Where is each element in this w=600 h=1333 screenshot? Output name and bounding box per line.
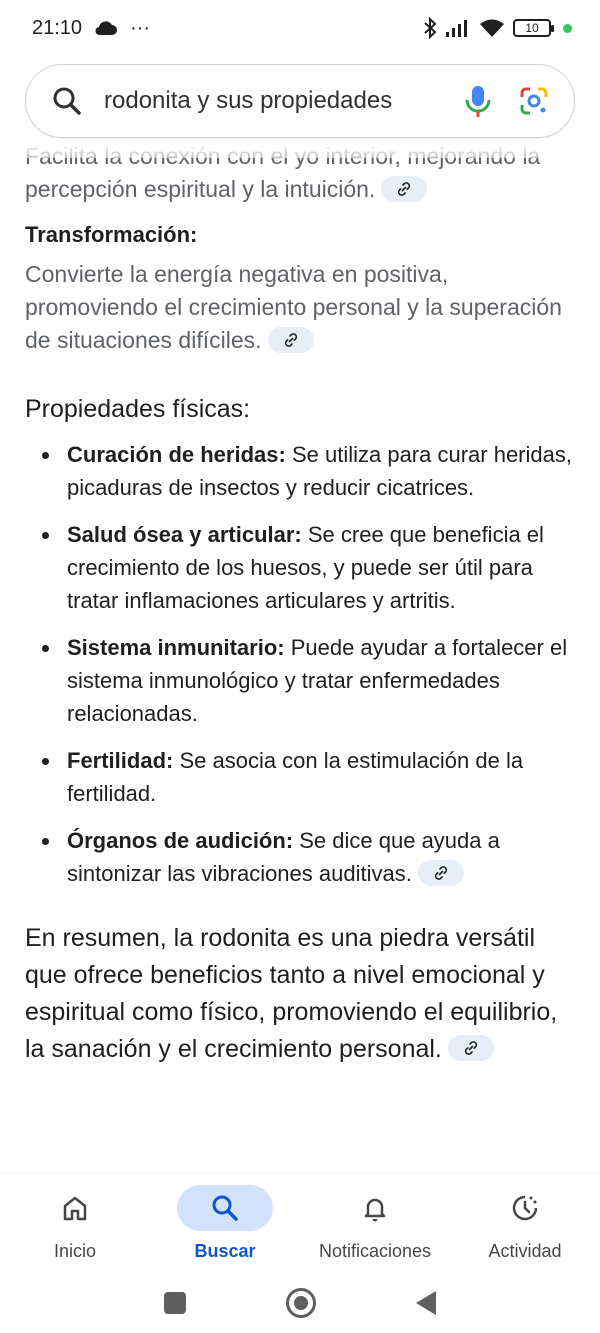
microphone-icon[interactable]	[464, 84, 492, 118]
status-bar	[0, 0, 600, 56]
nav-label: Buscar	[194, 1241, 256, 1261]
link-icon	[283, 332, 299, 348]
link-icon	[396, 181, 412, 197]
list-item-term: Salud ósea y articular:	[67, 522, 302, 547]
nav-icon-container	[27, 1185, 123, 1231]
list-item-desc: Se cree que beneficia el crecimiento de los huesos, y puede ser útil para tratar inflamaciones articulares y artritis.	[67, 522, 544, 613]
link-icon	[463, 1040, 479, 1056]
search-query-text[interactable]: rodonita y sus propiedades	[104, 87, 393, 114]
bell-icon	[360, 1193, 390, 1223]
list-item-desc: Puede ayudar a fortalecer el sistema inmunológico y tratar enfermedades relacionadas.	[67, 635, 568, 726]
list-item-term: Fertilidad:	[67, 748, 174, 773]
transformation-text: Convierte la energía negativa en positiva, promoviendo el crecimiento personal y la superación de situaciones difíciles.	[25, 261, 562, 353]
home-icon	[60, 1193, 90, 1223]
list-item-desc: Se dice que ayuda a sintonizar las vibraciones auditivas.	[67, 828, 500, 886]
source-link-chip[interactable]	[381, 176, 427, 202]
nav-item-inicio[interactable]	[0, 1173, 150, 1272]
nav-label: Inicio	[53, 1241, 97, 1261]
google-lens-icon[interactable]	[518, 85, 550, 117]
physical-properties-list	[25, 438, 580, 890]
source-link-chip[interactable]	[448, 1035, 494, 1061]
more-notifications-icon: ···	[130, 16, 151, 39]
search-bar[interactable]	[25, 64, 575, 138]
signal-icon	[445, 18, 471, 38]
list-item-term: Órganos de audición:	[67, 828, 294, 853]
list-item	[67, 631, 580, 730]
list-item	[67, 518, 580, 617]
nav-item-buscar[interactable]	[150, 1173, 300, 1272]
list-item	[67, 438, 580, 504]
summary-text: En resumen, la rodonita es una piedra versátil que ofrece beneficios tanto a nivel emocional y espiritual como físico, promoviendo el equilibrio, la sanación y el crecimiento personal.	[25, 924, 558, 1063]
bottom-navigation	[0, 1172, 600, 1272]
source-link-chip[interactable]	[418, 860, 464, 886]
search-icon	[52, 86, 82, 116]
system-navigation-bar	[0, 1272, 600, 1333]
cloud-icon	[94, 20, 118, 36]
list-item-term: Curación de heridas:	[67, 442, 286, 467]
search-icon	[210, 1193, 240, 1223]
bluetooth-icon	[423, 17, 437, 39]
nav-label: Notificaciones	[318, 1241, 432, 1261]
list-item	[67, 824, 580, 890]
recents-button[interactable]	[164, 1292, 186, 1314]
link-icon	[433, 865, 449, 881]
transformation-paragraph	[25, 258, 580, 357]
scroll-fade	[0, 140, 600, 158]
intro-text: percepción espiritual y la intuición.	[25, 176, 376, 202]
wifi-icon	[479, 18, 505, 38]
nav-label: Actividad	[488, 1241, 562, 1261]
status-time: 21:10	[32, 16, 83, 39]
nav-item-notificaciones[interactable]	[300, 1173, 450, 1272]
list-item-desc: Se asocia con la estimulación de la fertilidad.	[67, 748, 524, 806]
transformation-heading: Transformación:	[25, 222, 198, 247]
privacy-indicator-dot	[563, 24, 572, 33]
ai-answer-content	[25, 140, 580, 1068]
nav-icon-container-active	[177, 1185, 273, 1231]
battery-indicator: 10	[513, 19, 551, 37]
summary-paragraph	[25, 920, 580, 1068]
source-link-chip[interactable]	[268, 327, 314, 353]
nav-icon-container	[477, 1185, 573, 1231]
nav-icon-container	[327, 1185, 423, 1231]
list-item-desc: Se utiliza para curar heridas, picaduras de insectos y reducir cicatrices.	[67, 442, 572, 500]
home-button[interactable]	[286, 1288, 316, 1318]
home-dot	[294, 1296, 308, 1310]
nav-item-actividad[interactable]	[450, 1173, 600, 1272]
activity-icon	[510, 1193, 540, 1223]
physical-properties-title: Propiedades físicas:	[25, 395, 251, 423]
back-button[interactable]	[416, 1291, 436, 1315]
list-item	[67, 744, 580, 810]
list-item-term: Sistema inmunitario:	[67, 635, 285, 660]
